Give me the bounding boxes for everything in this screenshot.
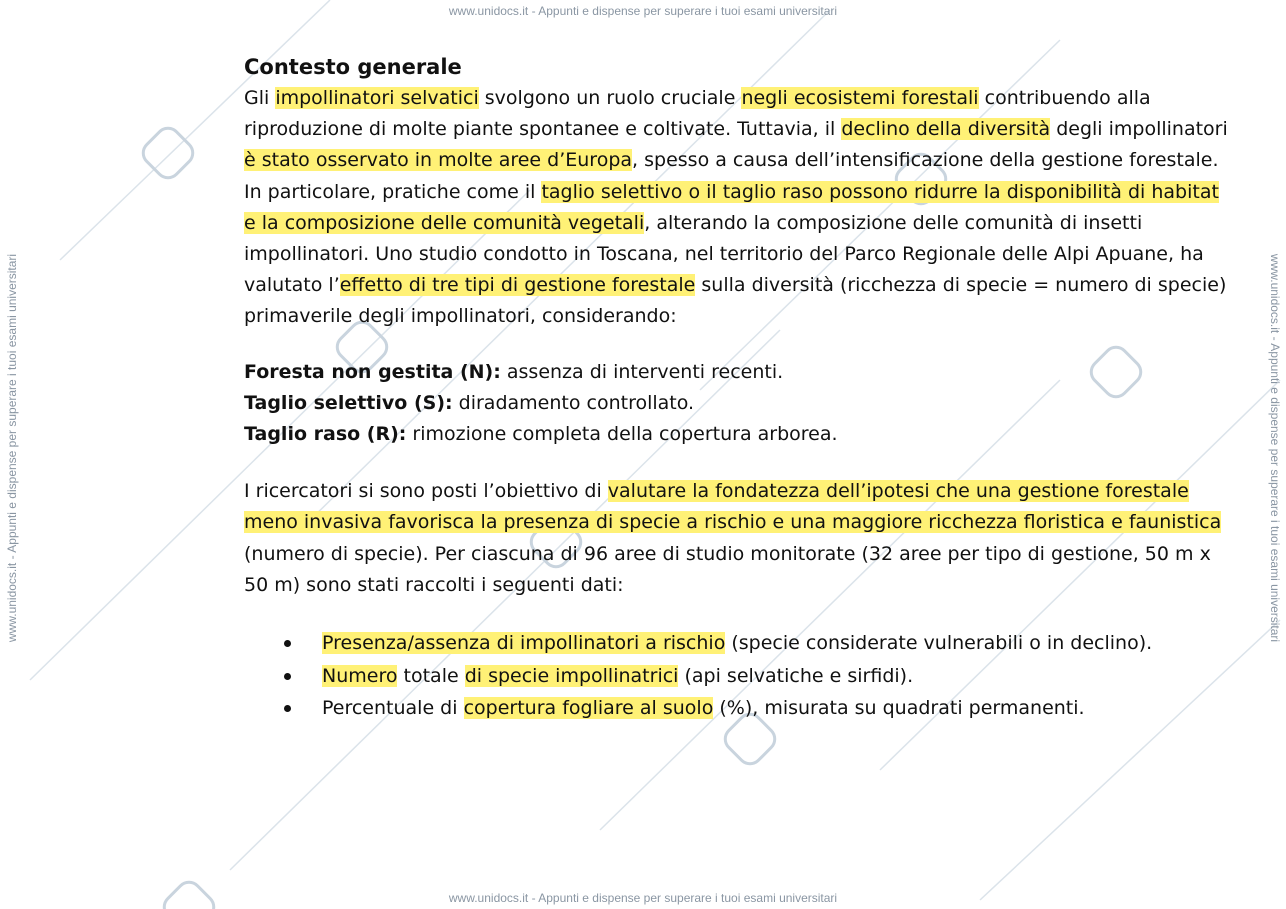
text-run: Gli (244, 87, 276, 109)
section-heading: Contesto generale (244, 55, 462, 79)
bullet-icon (284, 673, 291, 680)
intro-paragraph (244, 83, 1234, 333)
objective-paragraph (244, 476, 1234, 601)
text-run: sulla diversità (ricchezza di specie = numero di specie) primaverile degli impollinatori, considerando: (244, 274, 1227, 328)
text-run: (specie considerate vulnerabili o in declino). (725, 632, 1153, 655)
text-run: , alterando la composizione delle comunità di insetti impollinatori. Uno studio condotto in Toscana, nel territorio del Parco Regionale delle Alpi Apuane, ha valutato l’ (244, 211, 1204, 297)
text-run: , spesso a causa dell’intensificazione della gestione forestale. In particolare, pratiche come il (244, 149, 1219, 203)
management-item: Taglio raso (R): rimozione completa della copertura arborea. (244, 423, 838, 446)
highlighted-text: di specie impollinatrici (464, 664, 679, 687)
list-item (244, 692, 1234, 725)
watermark-right: www.unidocs.it - Appunti e dispense per superare i tuoi esami universitari (1268, 253, 1282, 643)
management-item: Taglio selettivo (S): diradamento controllato. (244, 391, 695, 414)
watermark-bottom: www.unidocs.it - Appunti e dispense per superare i tuoi esami universitari (448, 891, 838, 905)
text-run: (numero di specie). Per ciascuna di 96 aree di studio monitorate (32 aree per tipo di gestione, 50 m x 50 m) sono stati raccolti i seguenti dati: (244, 542, 1211, 596)
bullet-icon (284, 705, 291, 712)
bullet-icon (284, 640, 291, 647)
text-run: totale (397, 664, 465, 687)
highlighted-text: Numero (322, 664, 398, 687)
list-item (244, 627, 1234, 660)
watermark-top: www.unidocs.it - Appunti e dispense per superare i tuoi esami universitari (448, 4, 838, 18)
highlighted-text: negli ecosistemi forestali (741, 87, 979, 109)
text-run: (%), misurata su quadrati permanenti. (713, 697, 1085, 720)
text-run: Percentuale di (322, 697, 464, 720)
highlighted-text: valutare la fondatezza dell’ipotesi che una gestione forestale meno invasiva favorisca la presenza di specie a rischio e una maggiore ricchezza floristica e faunistica (244, 480, 1222, 534)
text-run: I ricercatori si sono posti l’obiettivo di (244, 480, 608, 503)
document-body (244, 52, 1234, 725)
management-item: Foresta non gestita (N): assenza di interventi recenti. (244, 360, 784, 383)
text-run: (api selvatiche e sirfidi). (678, 664, 914, 687)
text-run: svolgono un ruolo cruciale (478, 87, 742, 109)
text-run: degli impollinatori (1050, 118, 1228, 141)
highlighted-text: effetto di tre tipi di gestione forestale (339, 274, 696, 297)
management-list (244, 357, 1234, 451)
highlighted-text: è stato osservato in molte aree d’Europa (244, 149, 633, 172)
watermark-left: www.unidocs.it - Appunti e dispense per superare i tuoi esami universitari (5, 253, 19, 643)
text-run: contribuendo alla riproduzione di molte piante spontanee e coltivate. Tuttavia, il (244, 87, 1151, 141)
highlighted-text: declino della diversità (841, 118, 1051, 141)
highlighted-text: impollinatori selvatici (275, 87, 479, 109)
highlighted-text: Presenza/assenza di impollinatori a rischio (322, 632, 726, 655)
list-item (244, 660, 1234, 693)
highlighted-text: taglio selettivo o il taglio raso possono ridurre la disponibilità di habitat e la composizione delle comunità vegetali (244, 180, 1219, 234)
highlighted-text: copertura fogliare al suolo (463, 697, 714, 720)
data-collected-list (244, 627, 1234, 725)
